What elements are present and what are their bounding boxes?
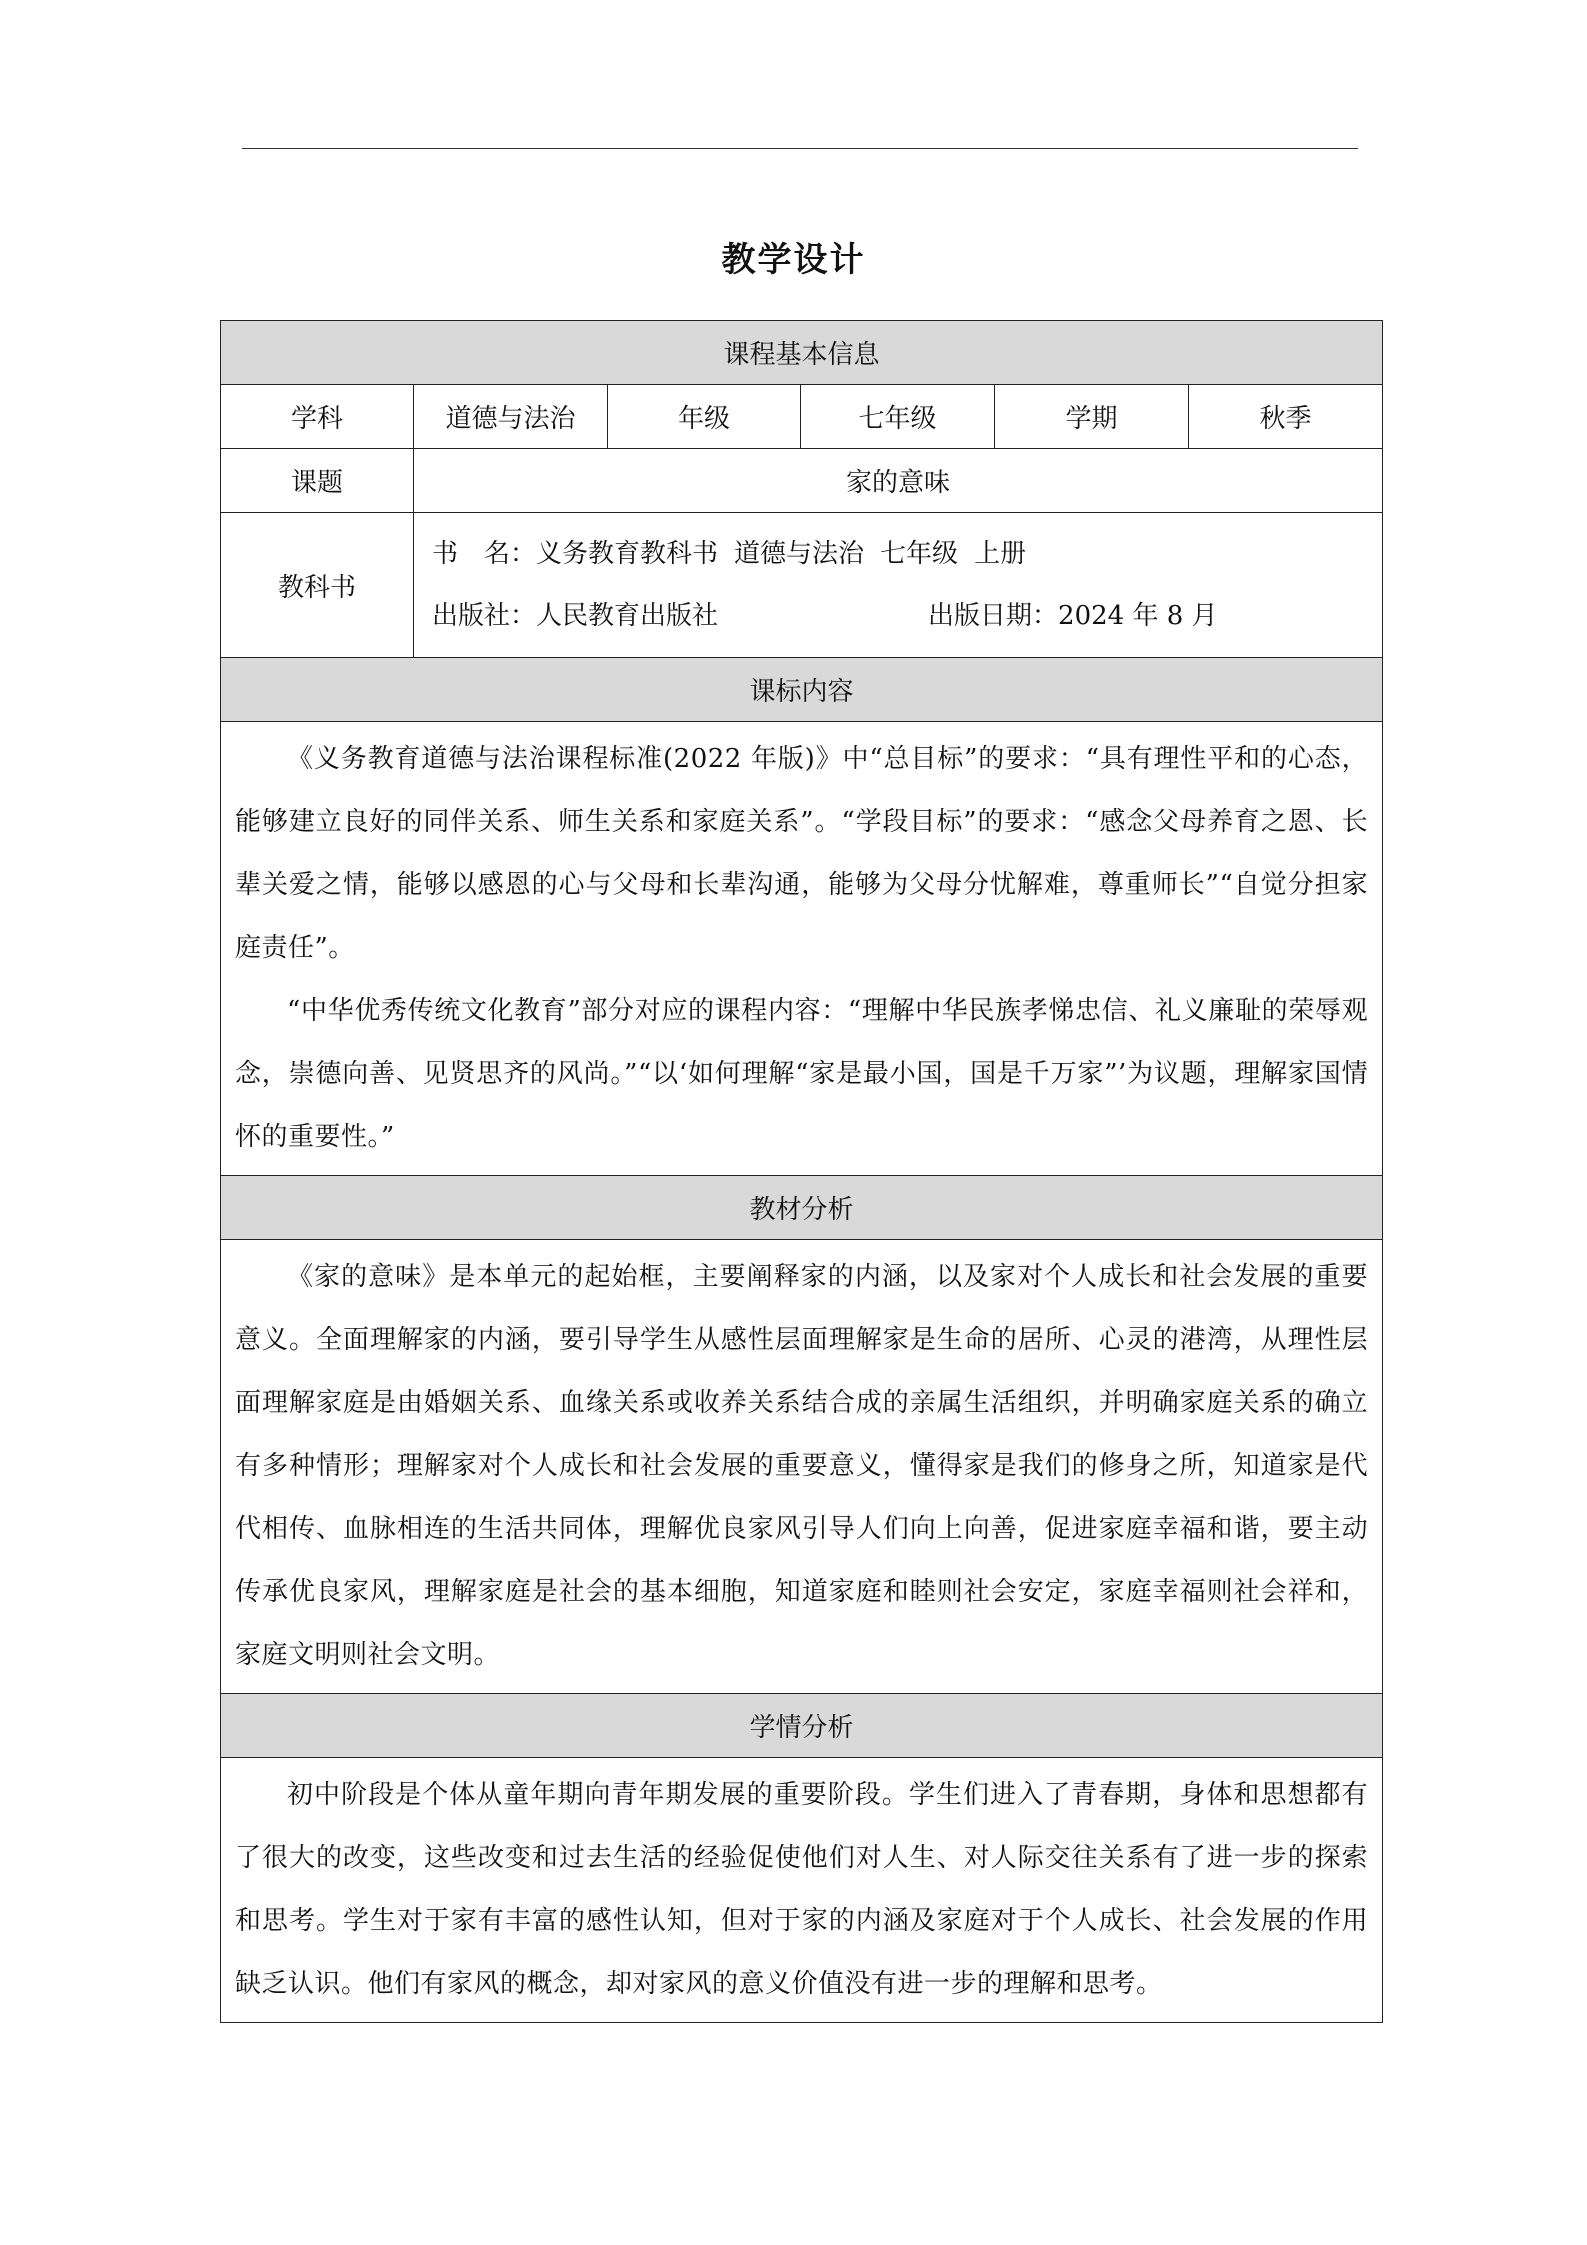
topic-value: 家的意味 bbox=[414, 449, 1383, 513]
material-content bbox=[221, 1240, 1383, 1694]
book-volume: 上册 bbox=[974, 539, 1027, 569]
student-content bbox=[221, 1758, 1383, 2023]
book-subject: 道德与法治 bbox=[734, 539, 865, 569]
section-header-student: 学情分析 bbox=[221, 1694, 1383, 1758]
section-header-standards: 课标内容 bbox=[221, 658, 1383, 722]
header-rule bbox=[242, 148, 1358, 149]
publisher: 人民教育出版社 bbox=[536, 601, 719, 631]
term-label: 学期 bbox=[995, 385, 1189, 449]
grade-value: 七年级 bbox=[801, 385, 995, 449]
topic-label: 课题 bbox=[221, 449, 414, 513]
textbook-info bbox=[414, 513, 1383, 658]
book-name: 义务教育教科书 bbox=[536, 539, 719, 569]
publish-date: 2024 年 8 月 bbox=[1058, 601, 1218, 631]
book-grade: 七年级 bbox=[880, 539, 959, 569]
textbook-label: 教科书 bbox=[221, 513, 414, 658]
section-header-material: 教材分析 bbox=[221, 1176, 1383, 1240]
term-value: 秋季 bbox=[1189, 385, 1383, 449]
standards-content bbox=[221, 722, 1383, 1176]
subject-value: 道德与法治 bbox=[414, 385, 608, 449]
page-title: 教学设计 bbox=[721, 240, 866, 280]
student-paragraph: 初中阶段是个体从童年期向青年期发展的重要阶段。学生们进入了青春期，身体和思想都有了很大的改变，这些改变和过去生活的经验促使他们对人生、对人际交往关系有了进一步的探索和思考。学生对于家有丰富的感性认知，但对于家的内涵及家庭对于个人成长、社会发展的作用缺乏认识。他们有家风的概念，却对家风的意义价值没有进一步的理解和思考。 bbox=[235, 1780, 1369, 1999]
book-name-label: 书 名： bbox=[432, 539, 537, 569]
standards-paragraph-2: “中华优秀传统文化教育”部分对应的课程内容：“理解中华民族孝悌忠信、礼义廉耻的荣辱观念，崇德向善、见贤思齐的风尚。”“以‘如何理解“家是最小国，国是千万家”’为议题，理解家国情怀的重要性。” bbox=[235, 996, 1369, 1152]
section-header-basic-info: 课程基本信息 bbox=[221, 321, 1383, 385]
grade-label: 年级 bbox=[608, 385, 801, 449]
publish-date-label: 出版日期： bbox=[928, 601, 1059, 631]
book-name-line bbox=[432, 523, 1364, 585]
subject-label: 学科 bbox=[221, 385, 414, 449]
publisher-label: 出版社： bbox=[432, 601, 537, 631]
standards-paragraph-1: 《义务教育道德与法治课程标准(2022 年版)》中“总目标”的要求：“具有理性平和的心态，能够建立良好的同伴关系、师生关系和家庭关系”。“学段目标”的要求：“感念父母养育之恩、长辈关爱之情，能够以感恩的心与父母和长辈沟通，能够为父母分忧解难，尊重师长”“自觉分担家庭责任”。 bbox=[235, 744, 1369, 963]
material-paragraph: 《家的意味》是本单元的起始框，主要阐释家的内涵，以及家对个人成长和社会发展的重要意义。全面理解家的内涵，要引导学生从感性层面理解家是生命的居所、心灵的港湾，从理性层面理解家庭是由婚姻关系、血缘关系或收养关系结合成的亲属生活组织，并明确家庭关系的确立有多种情形；理解家对个人成长和社会发展的重要意义，懂得家是我们的修身之所，知道家是代代相传、血脉相连的生活共同体，理解优良家风引导人们向上向善，促进家庭幸福和谐，要主动传承优良家风，理解家庭是社会的基本细胞，知道家庭和睦则社会安定，家庭幸福则社会祥和，家庭文明则社会文明。 bbox=[235, 1262, 1369, 1670]
lesson-plan-table bbox=[220, 320, 1383, 2023]
publisher-line bbox=[432, 585, 1364, 647]
